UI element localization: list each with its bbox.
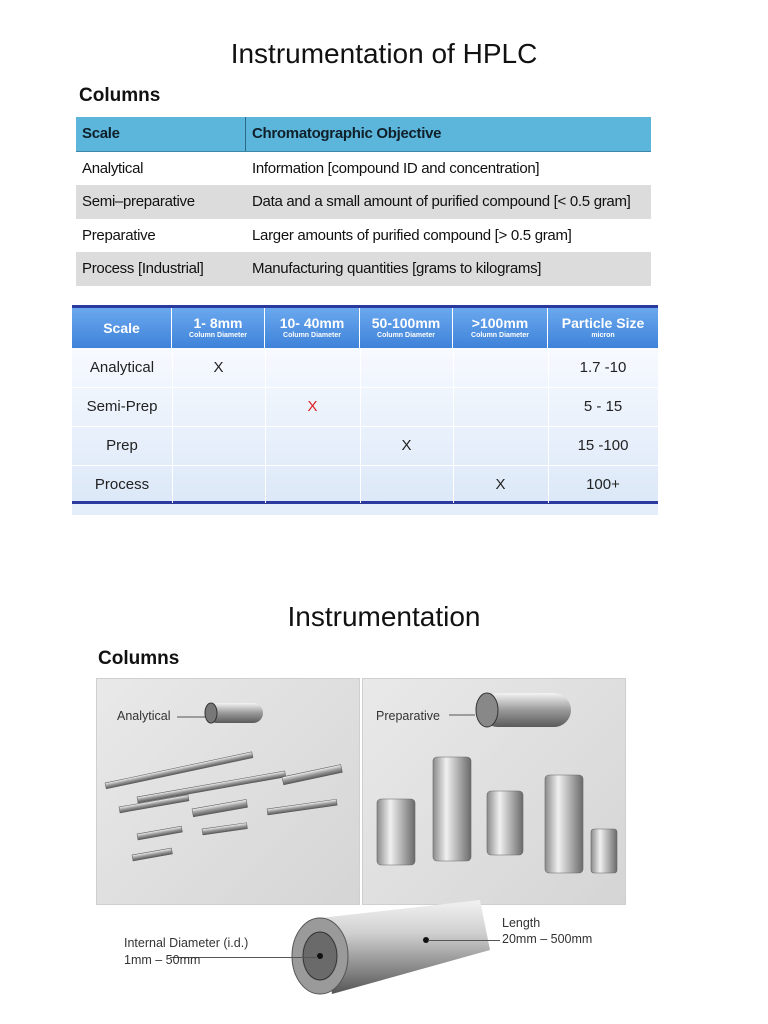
row-mark: X (213, 359, 224, 376)
internal-diameter-range: 1mm – 50mm (124, 953, 201, 967)
header-cell (360, 308, 453, 348)
row-particle-size: 5 - 15 (583, 398, 623, 415)
header-cell (172, 308, 265, 348)
row-scale: Analytical (89, 359, 155, 376)
internal-diameter-label: Internal Diameter (i.d.) (124, 936, 249, 950)
row-objective: Larger amounts of purified compound [> 0.5 gram] (252, 226, 572, 244)
scale-objective-table (76, 117, 651, 286)
row-scale: Preparative (82, 226, 156, 244)
header-label: 1- 8mm (193, 315, 243, 331)
row-objective: Data and a small amount of purified compound [< 0.5 gram] (252, 193, 631, 211)
row-particle-size: 100+ (586, 476, 620, 493)
row-scale: Analytical (82, 159, 144, 177)
row-particle-size: 15 -100 (577, 437, 629, 454)
length-leader-line (428, 940, 500, 941)
slide2-section-heading: Columns (98, 648, 180, 669)
row-objective: Manufacturing quantities [grams to kilograms] (252, 260, 542, 278)
header-scale: Scale (76, 117, 246, 151)
column-tube-diagram (280, 890, 500, 1002)
header-objective: Chromatographic Objective (252, 125, 442, 143)
header-sublabel: Column Diameter (377, 332, 435, 339)
row-scale: Semi–preparative (82, 193, 195, 211)
table-row (76, 219, 651, 253)
header-label: 10- 40mm (279, 315, 345, 331)
header-cell (453, 308, 548, 348)
header-sublabel: Column Diameter (471, 332, 529, 339)
header-cell (548, 308, 658, 348)
row-scale: Process (94, 476, 150, 493)
header-sublabel: Column Diameter (283, 332, 341, 339)
analytical-columns-photo (96, 678, 360, 905)
header-label: Scale (103, 319, 140, 336)
table-row (76, 252, 651, 286)
row-scale: Semi-Prep (86, 398, 158, 415)
table-row (76, 185, 651, 219)
length-range: 20mm – 500mm (502, 932, 593, 946)
table-header-row (76, 117, 651, 152)
row-mark: X (401, 437, 412, 454)
row-mark: X (495, 476, 506, 493)
header-cell (72, 308, 172, 348)
preparative-columns-photo (362, 678, 626, 905)
column-diameter-table (72, 305, 658, 515)
row-scale: Process [Industrial] (82, 260, 204, 278)
header-label: 50-100mm (371, 315, 441, 331)
slide2-title: Instrumentation (287, 601, 481, 632)
slide1-section-heading: Columns (79, 85, 161, 106)
slide1-title: Instrumentation of HPLC (230, 38, 538, 69)
header-sublabel: micron (591, 332, 615, 339)
row-particle-size: 1.7 -10 (579, 359, 627, 376)
length-label: Length (502, 916, 541, 930)
row-objective: Information [compound ID and concentration] (252, 159, 540, 177)
table-row (76, 152, 651, 186)
analytical-label: Analytical (117, 709, 171, 723)
preparative-label: Preparative (376, 709, 440, 723)
row-scale: Prep (106, 437, 138, 454)
header-label: Particle Size (561, 315, 645, 331)
header-sublabel: Column Diameter (189, 332, 247, 339)
header-cell (265, 308, 360, 348)
header-label: >100mm (471, 315, 529, 331)
row-mark: X (307, 398, 318, 415)
